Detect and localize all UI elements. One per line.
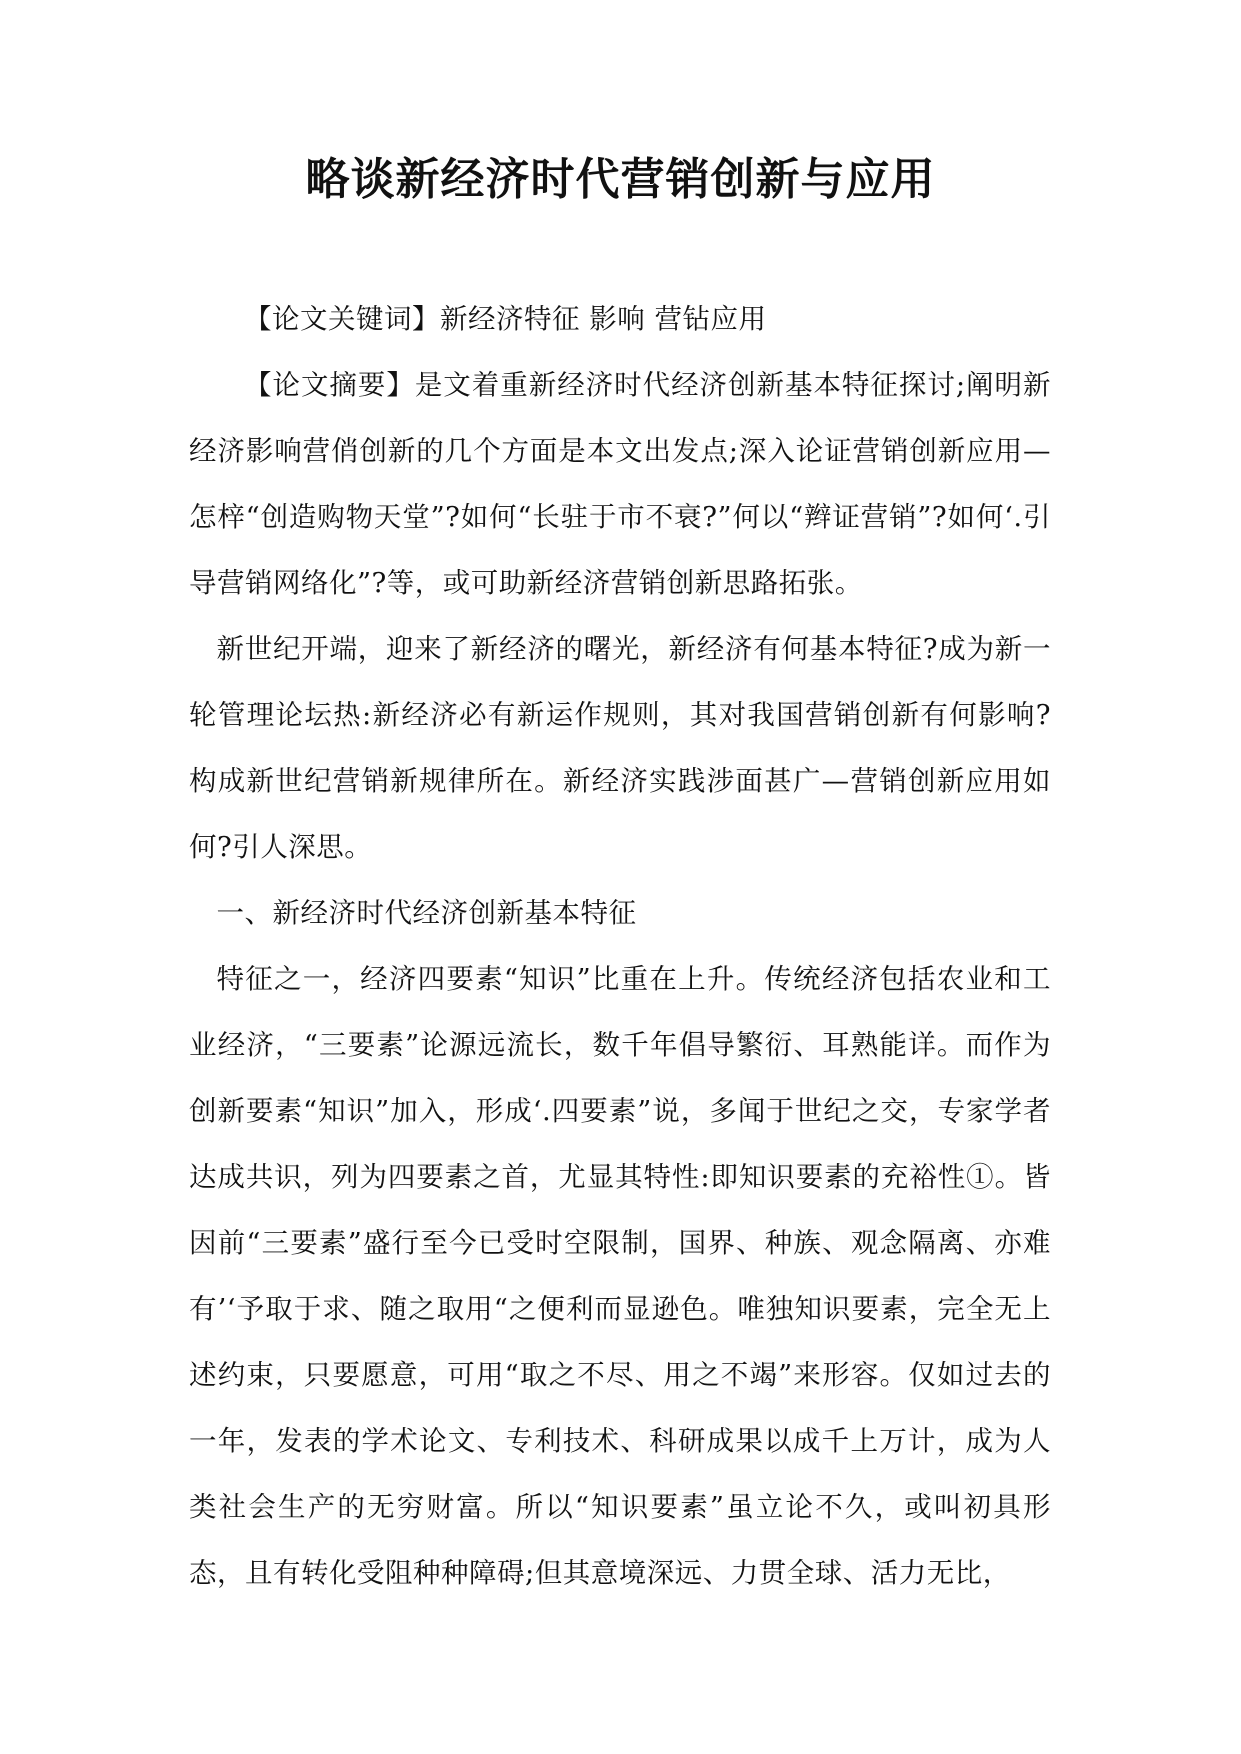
- intro-paragraph: 新世纪开端，迎来了新经济的曙光，新经济有何基本特征?成为新一轮管理论坛热:新经济必有新运作规则，其对我国营销创新有何影响?构成新世纪营销新规律所在。新经济实践涉面甚广—营销创新应用如何?引人深思。: [189, 633, 1051, 863]
- keywords-paragraph: 【论文关键词】新经济特征 影响 营钻应用: [244, 303, 767, 335]
- document-body: [189, 286, 1051, 1606]
- abstract-paragraph: 【论文摘要】是文着重新经济时代经济创新基本特征探讨;阐明新经济影响营俏创新的几个方面是本文出发点;深入论证营销创新应用—怎梓“创造购物天堂”?如何“长驻于市不衰?”何以“辫证营销”?如何‘.引导营销网络化”?等，或可助新经济营销创新思路拓张。: [189, 369, 1051, 599]
- feature-one-paragraph: 特征之一，经济四要素“知识”比重在上升。传统经济包括农业和工业经济，“三要素”论源远流长，数千年倡导繁衍、耳熟能详。而作为创新要素“知识”加入，形成‘.四要素”说，多闻于世纪之交，专家学者达成共识，列为四要素之首，尤显其特性:即知识要素的充裕性①。皆因前“三要素”盛行至今已受时空限制，国界、种族、观念隔离、亦难有’‘予取于求、随之取用“之便利而显逊色。唯独知识要素，完全无上述约束，只要愿意，可用“取之不尽、用之不竭”来形容。仅如过去的一年，发表的学术论文、专利技术、科研成果以成千上万计，成为人类社会生产的无穷财富。所以“知识要素”虽立论不久，或叫初具形态，且有转化受阻种种障碍;但其意境深远、力贯全球、活力无比，: [189, 963, 1051, 1589]
- section-heading: 一、新经济时代经济创新基本特征: [216, 897, 637, 929]
- document-title: 略谈新经济时代营销创新与应用: [305, 154, 936, 205]
